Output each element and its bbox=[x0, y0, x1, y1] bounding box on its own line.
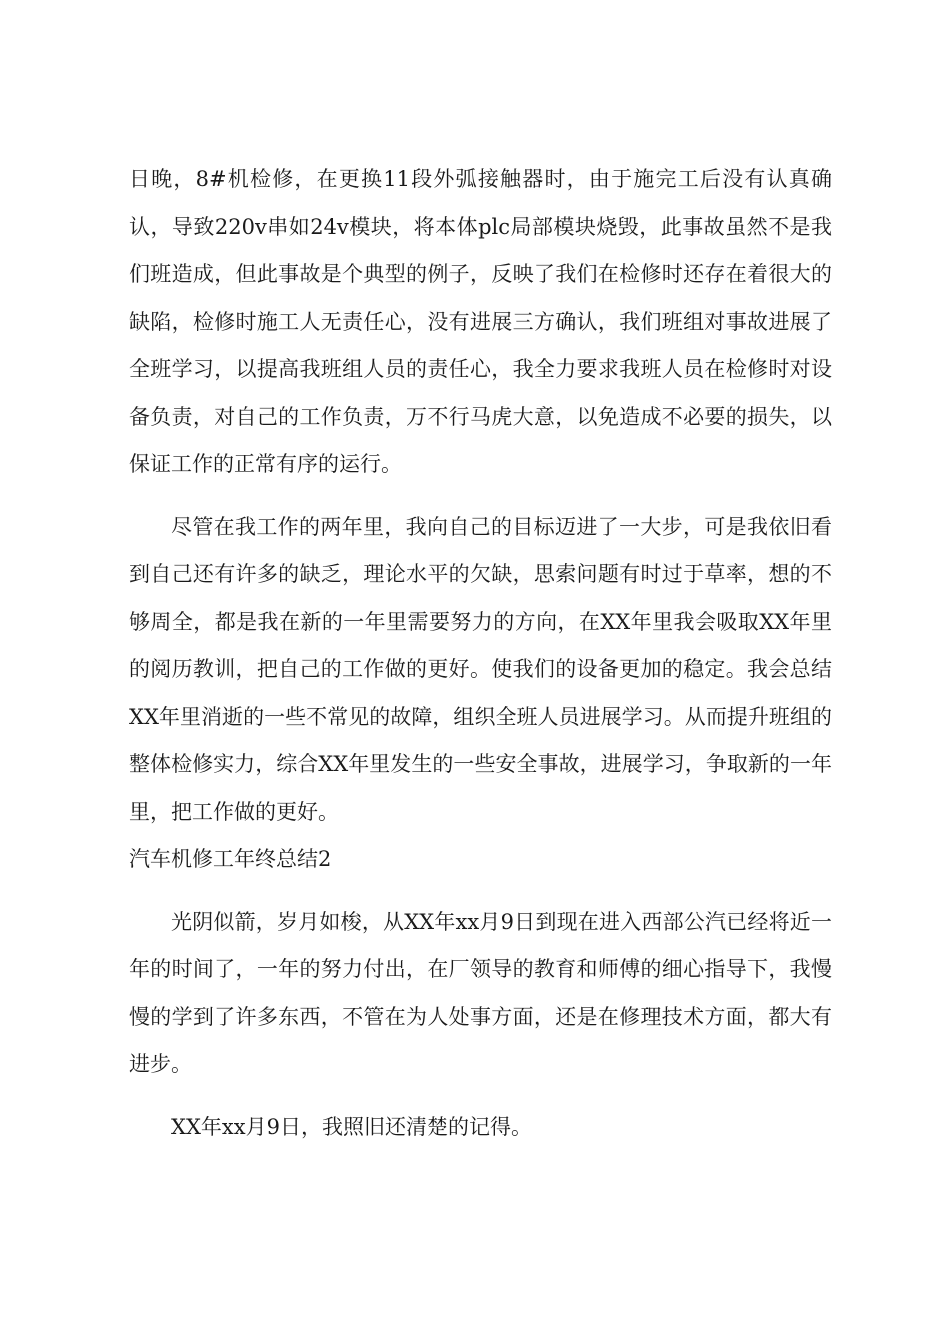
paragraph-memory: XX年xx月9日，我照旧还清楚的记得。 bbox=[171, 1114, 532, 1139]
paragraph-intro: 光阴似箭，岁月如梭，从XX年xx月9日到现在进入西部公汽已经将近一年的时间了，一年的努力付出，在厂领导的教育和师傅的细心指导下，我慢慢的学到了许多东西，不管在为人处事方面，还是在修理技术方面，都大有进步。 bbox=[129, 909, 832, 1076]
section-heading: 汽车机修工年终总结2 bbox=[129, 847, 332, 871]
paragraph-accident-report: 日晚，8#机检修，在更换11段外弧接触器时，由于施完工后没有认真确认，导致220v串如24v模块，将本体plc局部模块烧毁，此事故虽然不是我们班造成，但此事故是个典型的例子，反映了我们在检修时还存在着很大的缺陷，检修时施工人无责任心，没有进展三方确认，我们班组对事故进展了全班学习，以提高我班组人员的责任心，我全力要求我班人员在检修时对设备负责，对自己的工作负责，万不行马虎大意，以免造成不必要的损失，以保证工作的正常有序的运行。 bbox=[129, 167, 832, 476]
paragraph-self-reflection: 尽管在我工作的两年里，我向自己的目标迈进了一大步，可是我依旧看到自己还有许多的缺乏，理论水平的欠缺，思索问题有时过于草率，想的不够周全，都是我在新的一年里需要努力的方向，在XX年里我会吸取XX年里的阅历教训，把自己的工作做的更好。使我们的设备更加的稳定。我会总结XX年里消逝的一些不常见的故障，组织全班人员进展学习。从而提升班组的整体检修实力，综合XX年里发生的一些安全事故，进展学习，争取新的一年里，把工作做的更好。 bbox=[129, 514, 832, 824]
document-body bbox=[129, 156, 832, 1151]
